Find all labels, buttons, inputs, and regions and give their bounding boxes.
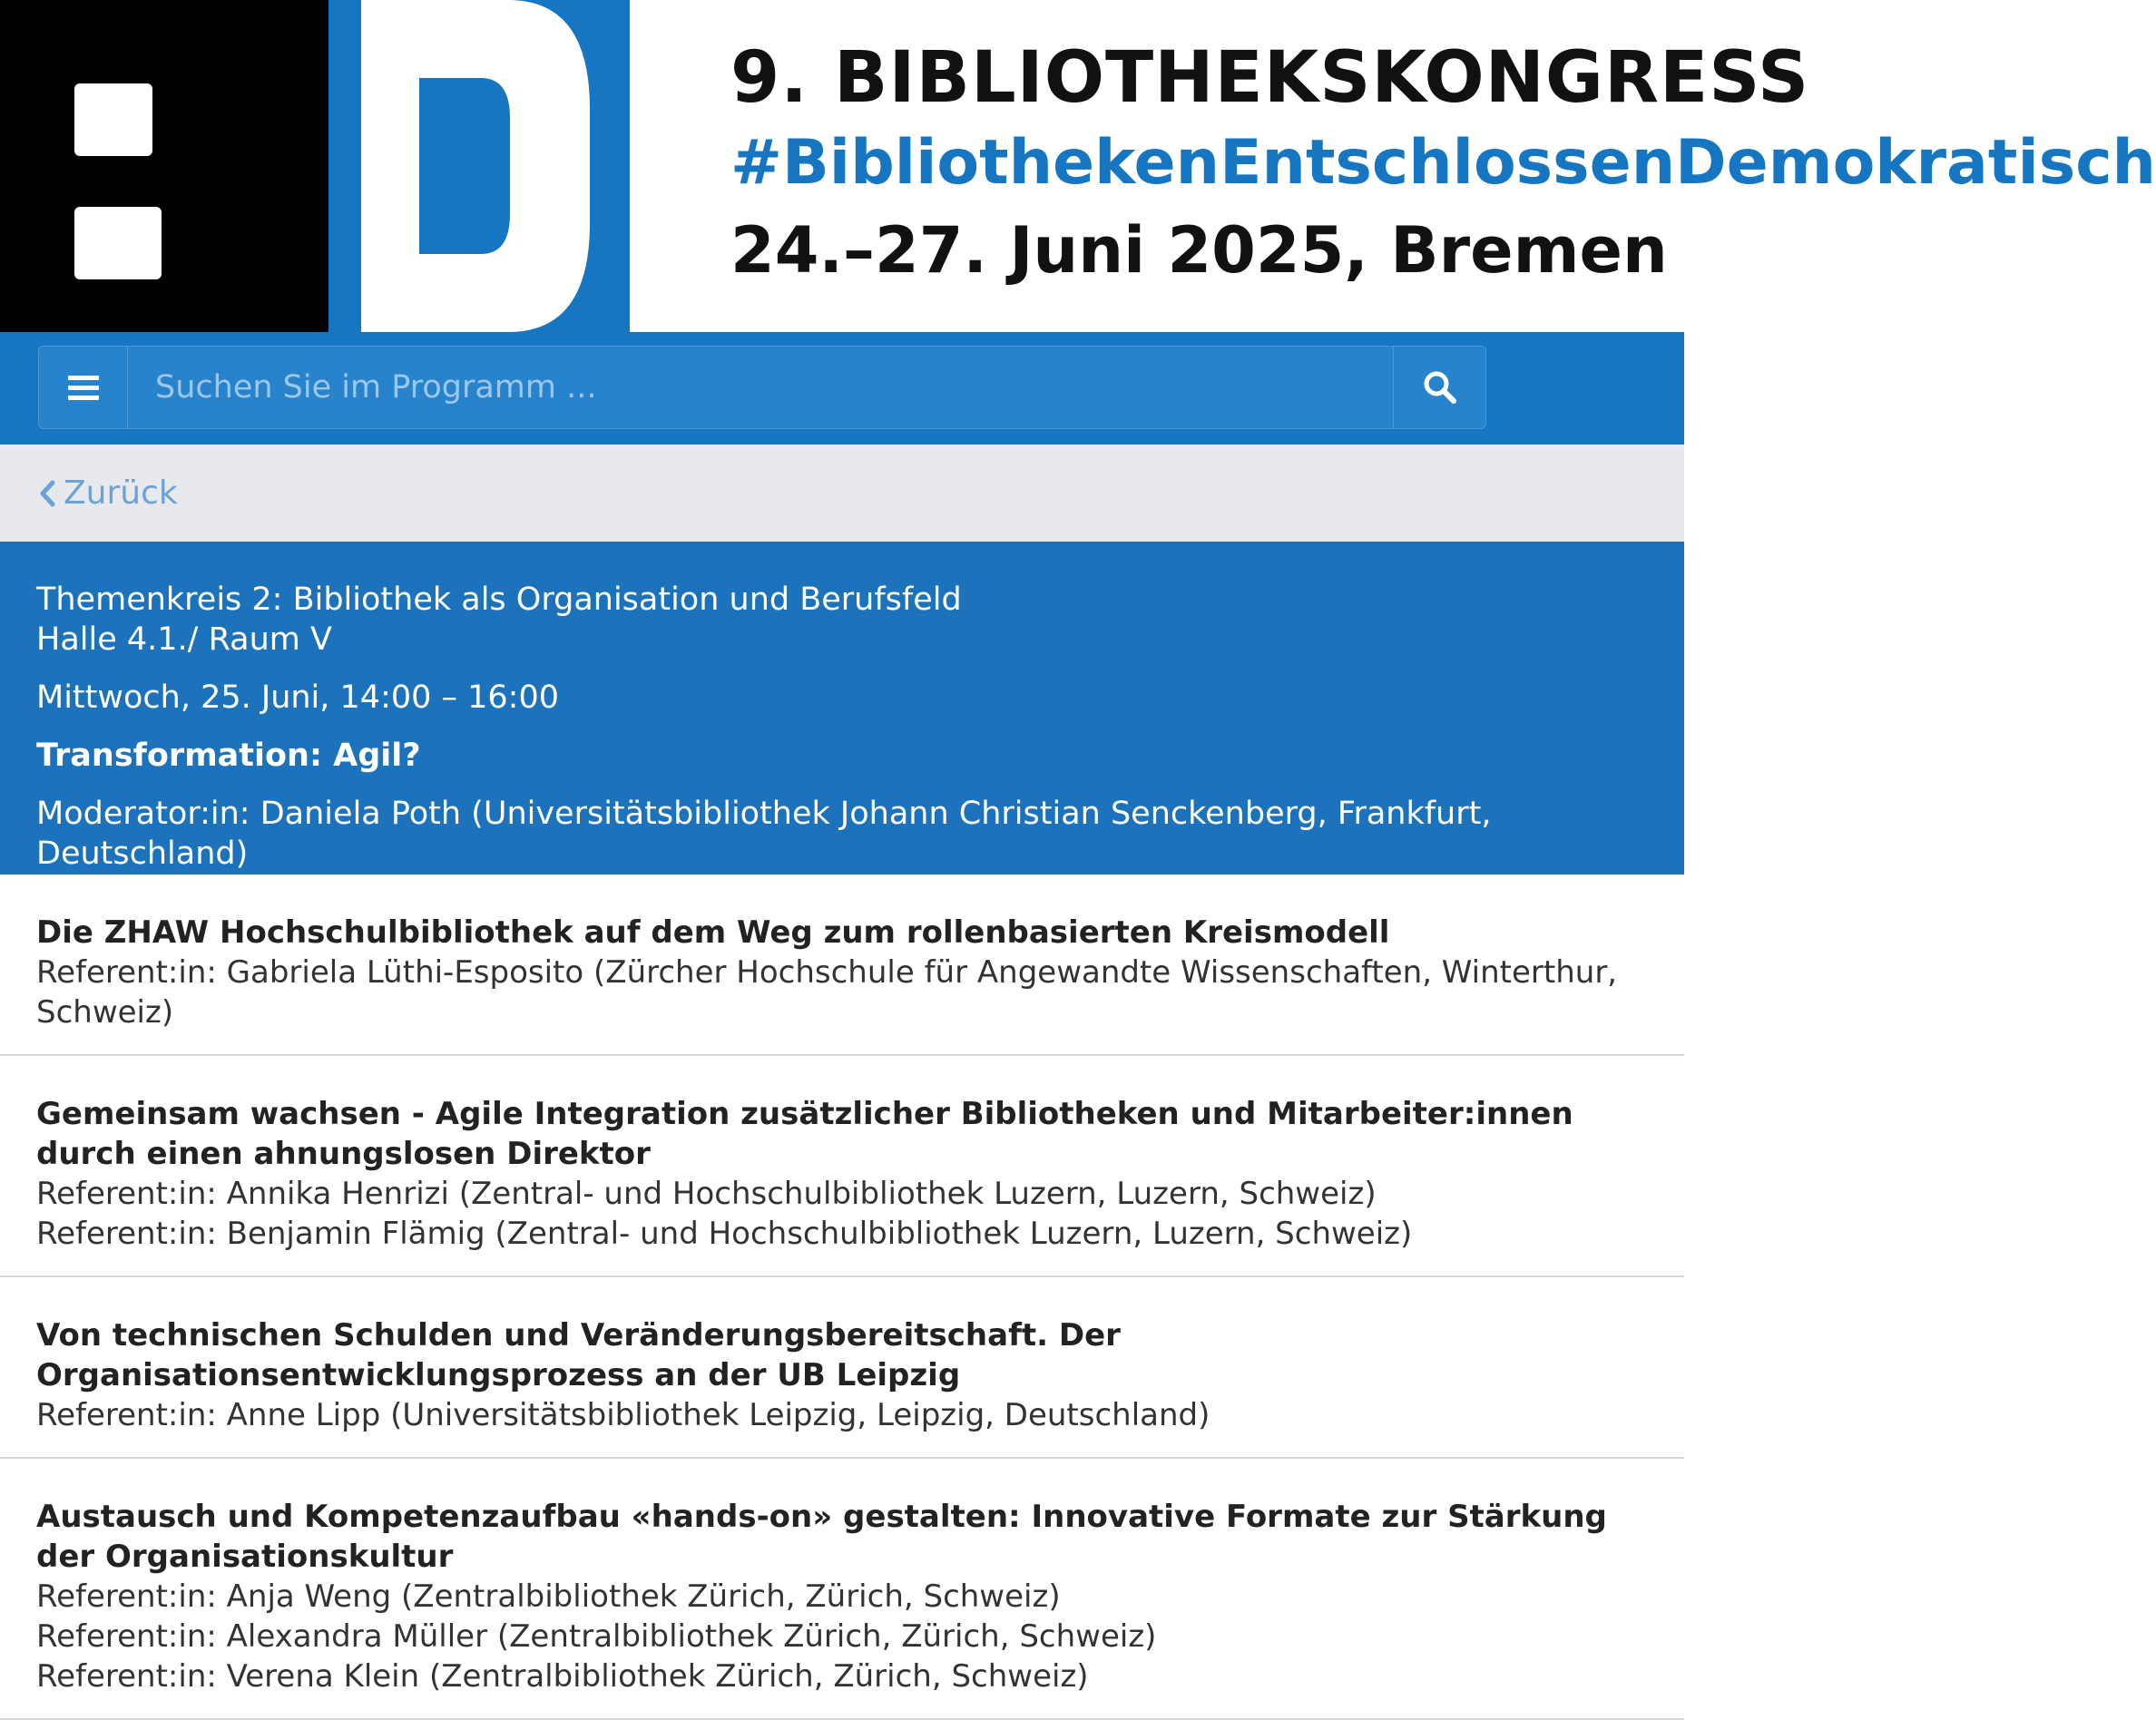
talk-title: Die ZHAW Hochschulbibliothek auf dem Weg zum rollenbasierten Kreismodell [36, 914, 1390, 951]
session-moderator: Moderator:in: Daniela Poth (Universitätsbibliothek Johann Christian Senckenberg, Frankfurt, Deutschland) [36, 796, 1492, 872]
talk-speaker: Referent:in: Benjamin Flämig (Zentral- und Hochschulbibliothek Luzern, Luzern, Schweiz) [36, 1216, 1413, 1252]
talk-item[interactable] [0, 1277, 1684, 1459]
search-bar [0, 332, 1684, 445]
talk-speaker: Referent:in: Alexandra Müller (Zentralbibliothek Zürich, Zürich, Schweiz) [36, 1618, 1157, 1655]
talk-list [0, 875, 1684, 1720]
talk-title: Von technischen Schulden und Veränderungsbereitschaft. Der Organisationsentwicklungsprozess an der UB Leipzig [36, 1317, 1121, 1393]
back-label: Zurück [64, 474, 178, 512]
bid-logo [0, 0, 630, 332]
session-title: Transformation: Agil? [36, 738, 421, 774]
talk-speaker: Referent:in: Annika Henrizi (Zentral- und Hochschulbibliothek Luzern, Luzern, Schweiz) [36, 1176, 1377, 1212]
session-theme: Themenkreis 2: Bibliothek als Organisation und Berufsfeld [36, 581, 962, 618]
talk-speaker: Referent:in: Verena Klein (Zentralbibliothek Zürich, Zürich, Schweiz) [36, 1658, 1089, 1695]
talk-item[interactable] [0, 1459, 1684, 1720]
search-group [38, 346, 1486, 429]
congress-date: 24.–27. Juni 2025, Bremen [730, 213, 1668, 288]
session-room: Halle 4.1./ Raum V [36, 621, 332, 658]
menu-icon [68, 374, 99, 401]
menu-button[interactable] [39, 347, 128, 428]
congress-title: 9. BIBLIOTHEKSKONGRESS [730, 37, 1810, 119]
search-input[interactable] [128, 347, 1393, 428]
back-link[interactable] [38, 474, 178, 512]
talk-title: Gemeinsam wachsen - Agile Integration zusätzlicher Bibliotheken und Mitarbeiter:innen durch einen ahnungslosen Direktor [36, 1096, 1573, 1172]
search-icon [1423, 370, 1457, 405]
talk-title: Austausch und Kompetenzaufbau «hands-on» gestalten: Innovative Formate zur Stärkung der Organisationskultur [36, 1499, 1607, 1575]
session-header [0, 542, 1684, 875]
talk-speaker: Referent:in: Gabriela Lüthi-Esposito (Zürcher Hochschule für Angewandte Wissenschaften, Winterthur, Schweiz) [36, 954, 1618, 1031]
congress-hashtag: #BibliothekenEntschlossenDemokratisch [730, 127, 2156, 199]
talk-speaker: Referent:in: Anja Weng (Zentralbibliothek Zürich, Zürich, Schweiz) [36, 1578, 1061, 1615]
talk-item[interactable] [0, 875, 1684, 1056]
talk-speaker: Referent:in: Anne Lipp (Universitätsbibliothek Leipzig, Leipzig, Deutschland) [36, 1397, 1210, 1433]
session-datetime: Mittwoch, 25. Juni, 14:00 – 16:00 [36, 679, 560, 716]
chevron-left-icon [38, 479, 56, 508]
talk-item[interactable] [0, 1056, 1684, 1277]
search-button[interactable] [1393, 347, 1485, 428]
back-bar [0, 445, 1684, 542]
conference-banner[interactable] [0, 0, 2156, 332]
